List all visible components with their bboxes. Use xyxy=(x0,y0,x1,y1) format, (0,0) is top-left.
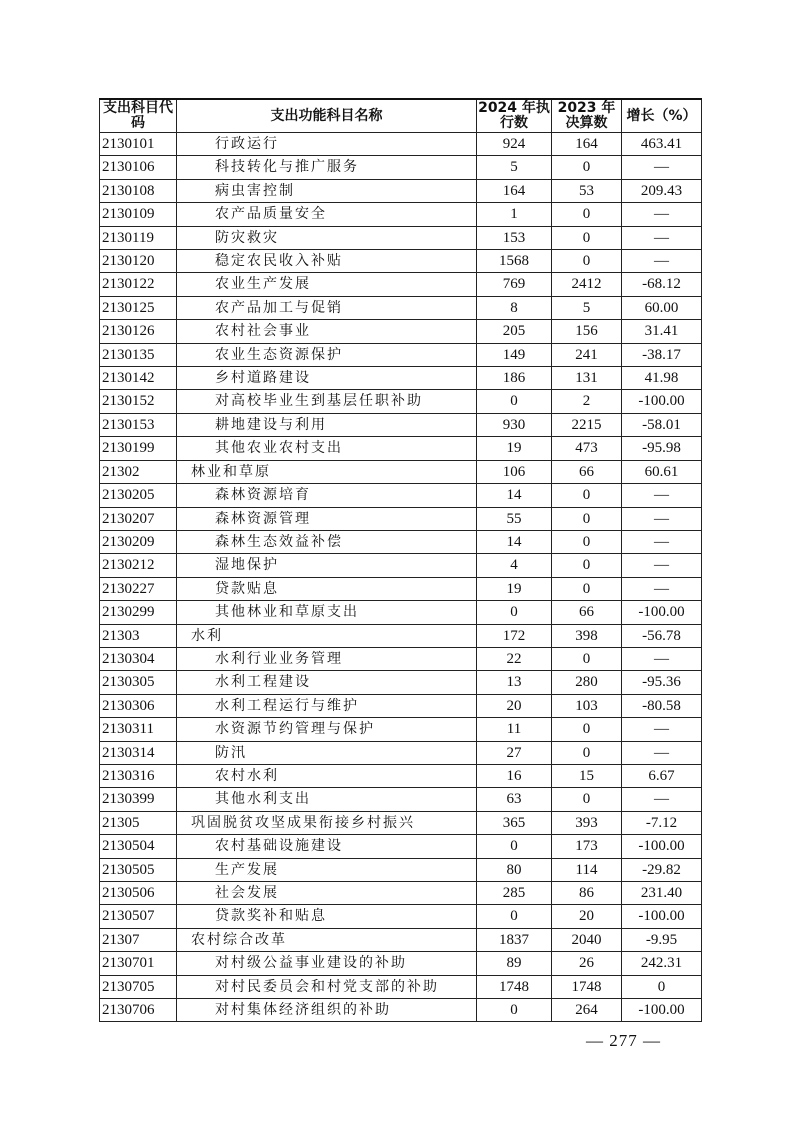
growth-cell: -38.17 xyxy=(622,343,702,366)
table-row xyxy=(100,296,702,319)
table-row xyxy=(100,343,702,366)
growth-cell: — xyxy=(622,718,702,741)
name-cell: 森林资源管理 xyxy=(177,507,477,530)
code-cell: 2130316 xyxy=(100,764,177,787)
growth-cell: 242.31 xyxy=(622,952,702,975)
value-2024-cell: 186 xyxy=(477,367,552,390)
name-cell: 农村社会事业 xyxy=(177,320,477,343)
value-2024-cell: 153 xyxy=(477,226,552,249)
value-2023-cell: 0 xyxy=(552,718,622,741)
growth-cell: -56.78 xyxy=(622,624,702,647)
name-cell: 森林资源培育 xyxy=(177,484,477,507)
name-cell: 水利行业业务管理 xyxy=(177,647,477,670)
growth-cell: — xyxy=(622,577,702,600)
code-cell: 2130205 xyxy=(100,484,177,507)
table-row xyxy=(100,530,702,553)
table-row xyxy=(100,601,702,624)
name-cell: 病虫害控制 xyxy=(177,179,477,202)
code-cell: 2130305 xyxy=(100,671,177,694)
value-2024-cell: 19 xyxy=(477,577,552,600)
code-cell: 2130142 xyxy=(100,367,177,390)
value-2023-cell: 2040 xyxy=(552,928,622,951)
name-cell: 对村级公益事业建设的补助 xyxy=(177,952,477,975)
code-cell: 2130706 xyxy=(100,999,177,1022)
growth-cell: -80.58 xyxy=(622,694,702,717)
code-cell: 2130506 xyxy=(100,882,177,905)
value-2023-cell: 103 xyxy=(552,694,622,717)
value-2024-cell: 924 xyxy=(477,133,552,156)
name-cell: 巩固脱贫攻坚成果衔接乡村振兴 xyxy=(177,811,477,834)
value-2024-cell: 930 xyxy=(477,413,552,436)
value-2024-cell: 769 xyxy=(477,273,552,296)
code-cell: 2130399 xyxy=(100,788,177,811)
growth-cell: — xyxy=(622,226,702,249)
name-cell: 水利工程运行与维护 xyxy=(177,694,477,717)
growth-cell: 0 xyxy=(622,975,702,998)
name-cell: 乡村道路建设 xyxy=(177,367,477,390)
growth-cell: -100.00 xyxy=(622,835,702,858)
table-row xyxy=(100,694,702,717)
code-cell: 2130135 xyxy=(100,343,177,366)
growth-cell: — xyxy=(622,250,702,273)
value-2023-cell: 66 xyxy=(552,460,622,483)
table-row xyxy=(100,484,702,507)
value-2024-cell: 8 xyxy=(477,296,552,319)
code-cell: 21307 xyxy=(100,928,177,951)
table-row xyxy=(100,975,702,998)
table-row xyxy=(100,882,702,905)
table-row xyxy=(100,647,702,670)
growth-cell: — xyxy=(622,741,702,764)
value-2023-cell: 0 xyxy=(552,647,622,670)
value-2023-cell: 0 xyxy=(552,250,622,273)
table-row xyxy=(100,179,702,202)
table-row xyxy=(100,367,702,390)
value-2024-cell: 63 xyxy=(477,788,552,811)
name-cell: 贷款奖补和贴息 xyxy=(177,905,477,928)
code-cell: 2130108 xyxy=(100,179,177,202)
name-cell: 贷款贴息 xyxy=(177,577,477,600)
table-row xyxy=(100,928,702,951)
table-row xyxy=(100,554,702,577)
code-cell: 2130109 xyxy=(100,203,177,226)
table-row xyxy=(100,764,702,787)
value-2024-cell: 22 xyxy=(477,647,552,670)
growth-cell: 463.41 xyxy=(622,133,702,156)
value-2024-cell: 106 xyxy=(477,460,552,483)
code-cell: 2130504 xyxy=(100,835,177,858)
growth-cell: -7.12 xyxy=(622,811,702,834)
value-2023-cell: 0 xyxy=(552,484,622,507)
value-2023-cell: 1748 xyxy=(552,975,622,998)
code-cell: 2130125 xyxy=(100,296,177,319)
value-2023-cell: 473 xyxy=(552,437,622,460)
value-2024-cell: 1837 xyxy=(477,928,552,951)
value-2024-cell: 164 xyxy=(477,179,552,202)
value-2023-cell: 164 xyxy=(552,133,622,156)
name-cell: 湿地保护 xyxy=(177,554,477,577)
value-2024-cell: 1568 xyxy=(477,250,552,273)
value-2024-cell: 5 xyxy=(477,156,552,179)
code-cell: 2130106 xyxy=(100,156,177,179)
name-cell: 农业生态资源保护 xyxy=(177,343,477,366)
value-2023-cell: 0 xyxy=(552,788,622,811)
value-2023-cell: 2 xyxy=(552,390,622,413)
value-2024-cell: 1748 xyxy=(477,975,552,998)
value-2024-cell: 365 xyxy=(477,811,552,834)
name-cell: 防汛 xyxy=(177,741,477,764)
value-2023-cell: 393 xyxy=(552,811,622,834)
table-header xyxy=(100,99,702,133)
value-2023-cell: 173 xyxy=(552,835,622,858)
table-row xyxy=(100,671,702,694)
value-2024-cell: 19 xyxy=(477,437,552,460)
growth-cell: -100.00 xyxy=(622,999,702,1022)
code-cell: 2130119 xyxy=(100,226,177,249)
value-2024-cell: 172 xyxy=(477,624,552,647)
name-cell: 生产发展 xyxy=(177,858,477,881)
value-2024-cell: 1 xyxy=(477,203,552,226)
value-2023-cell: 398 xyxy=(552,624,622,647)
header-row xyxy=(100,99,702,133)
value-2024-cell: 0 xyxy=(477,390,552,413)
value-2024-cell: 89 xyxy=(477,952,552,975)
growth-cell: 60.61 xyxy=(622,460,702,483)
growth-cell: -29.82 xyxy=(622,858,702,881)
value-2024-cell: 0 xyxy=(477,999,552,1022)
code-cell: 21305 xyxy=(100,811,177,834)
table-row xyxy=(100,390,702,413)
name-cell: 农村基础设施建设 xyxy=(177,835,477,858)
growth-cell: — xyxy=(622,484,702,507)
table-row xyxy=(100,507,702,530)
value-2023-cell: 0 xyxy=(552,203,622,226)
name-cell: 其他农业农村支出 xyxy=(177,437,477,460)
code-cell: 2130199 xyxy=(100,437,177,460)
value-2024-cell: 80 xyxy=(477,858,552,881)
growth-cell: -58.01 xyxy=(622,413,702,436)
name-cell: 对高校毕业生到基层任职补助 xyxy=(177,390,477,413)
value-2024-cell: 27 xyxy=(477,741,552,764)
growth-cell: 31.41 xyxy=(622,320,702,343)
table-row xyxy=(100,577,702,600)
name-cell: 其他林业和草原支出 xyxy=(177,601,477,624)
growth-cell: -100.00 xyxy=(622,905,702,928)
name-cell: 水利工程建设 xyxy=(177,671,477,694)
value-2024-cell: 55 xyxy=(477,507,552,530)
value-2024-cell: 0 xyxy=(477,601,552,624)
growth-cell: — xyxy=(622,788,702,811)
growth-cell: -100.00 xyxy=(622,390,702,413)
value-2023-cell: 0 xyxy=(552,554,622,577)
value-2023-cell: 0 xyxy=(552,226,622,249)
value-2023-cell: 241 xyxy=(552,343,622,366)
name-cell: 社会发展 xyxy=(177,882,477,905)
value-2024-cell: 205 xyxy=(477,320,552,343)
growth-cell: 6.67 xyxy=(622,764,702,787)
table-row xyxy=(100,741,702,764)
expenditure-table xyxy=(99,98,702,1022)
code-cell: 2130311 xyxy=(100,718,177,741)
code-cell: 2130122 xyxy=(100,273,177,296)
value-2024-cell: 13 xyxy=(477,671,552,694)
code-cell: 2130507 xyxy=(100,905,177,928)
code-cell: 2130227 xyxy=(100,577,177,600)
table-row xyxy=(100,203,702,226)
code-cell: 2130153 xyxy=(100,413,177,436)
name-cell: 科技转化与推广服务 xyxy=(177,156,477,179)
code-cell: 2130120 xyxy=(100,250,177,273)
page-number: — 277 — xyxy=(586,1031,661,1050)
table-row xyxy=(100,250,702,273)
code-cell: 2130505 xyxy=(100,858,177,881)
value-2024-cell: 4 xyxy=(477,554,552,577)
growth-cell: — xyxy=(622,203,702,226)
name-cell: 其他水利支出 xyxy=(177,788,477,811)
header-growth: 增长（%） xyxy=(622,99,702,133)
table-row xyxy=(100,226,702,249)
code-cell: 2130152 xyxy=(100,390,177,413)
table-row xyxy=(100,437,702,460)
value-2024-cell: 149 xyxy=(477,343,552,366)
name-cell: 林业和草原 xyxy=(177,460,477,483)
code-cell: 2130314 xyxy=(100,741,177,764)
header-2024: 2024 年执行数 xyxy=(478,100,550,131)
value-2023-cell: 2412 xyxy=(552,273,622,296)
table-row xyxy=(100,413,702,436)
value-2024-cell: 0 xyxy=(477,835,552,858)
value-2023-cell: 114 xyxy=(552,858,622,881)
value-2023-cell: 0 xyxy=(552,156,622,179)
value-2023-cell: 2215 xyxy=(552,413,622,436)
code-cell: 2130207 xyxy=(100,507,177,530)
name-cell: 农村综合改革 xyxy=(177,928,477,951)
name-cell: 对村集体经济组织的补助 xyxy=(177,999,477,1022)
value-2023-cell: 264 xyxy=(552,999,622,1022)
value-2023-cell: 5 xyxy=(552,296,622,319)
growth-cell: -9.95 xyxy=(622,928,702,951)
table-body xyxy=(100,133,702,1022)
growth-cell: — xyxy=(622,530,702,553)
name-cell: 对村民委员会和村党支部的补助 xyxy=(177,975,477,998)
name-cell: 农业生产发展 xyxy=(177,273,477,296)
table-row xyxy=(100,320,702,343)
table-row xyxy=(100,273,702,296)
growth-cell: 231.40 xyxy=(622,882,702,905)
growth-cell: -95.36 xyxy=(622,671,702,694)
code-cell: 2130701 xyxy=(100,952,177,975)
code-cell: 2130304 xyxy=(100,647,177,670)
header-code: 支出科目代码 xyxy=(100,99,177,133)
value-2023-cell: 15 xyxy=(552,764,622,787)
value-2024-cell: 14 xyxy=(477,484,552,507)
growth-cell: 209.43 xyxy=(622,179,702,202)
code-cell: 2130299 xyxy=(100,601,177,624)
value-2024-cell: 0 xyxy=(477,905,552,928)
header-2023: 2023 年决算数 xyxy=(552,99,622,133)
code-cell: 2130126 xyxy=(100,320,177,343)
table-row xyxy=(100,460,702,483)
growth-cell: — xyxy=(622,647,702,670)
growth-cell: — xyxy=(622,507,702,530)
name-cell: 水利 xyxy=(177,624,477,647)
table-row xyxy=(100,905,702,928)
growth-cell: — xyxy=(622,554,702,577)
value-2023-cell: 131 xyxy=(552,367,622,390)
value-2023-cell: 0 xyxy=(552,741,622,764)
table-row xyxy=(100,718,702,741)
value-2023-cell: 86 xyxy=(552,882,622,905)
table-row xyxy=(100,835,702,858)
name-cell: 森林生态效益补偿 xyxy=(177,530,477,553)
value-2024-cell: 285 xyxy=(477,882,552,905)
code-cell: 2130209 xyxy=(100,530,177,553)
table-row xyxy=(100,858,702,881)
code-cell: 21302 xyxy=(100,460,177,483)
value-2023-cell: 26 xyxy=(552,952,622,975)
expenditure-table-container xyxy=(99,98,701,1022)
value-2023-cell: 0 xyxy=(552,577,622,600)
value-2023-cell: 156 xyxy=(552,320,622,343)
name-cell: 农产品质量安全 xyxy=(177,203,477,226)
table-row xyxy=(100,133,702,156)
value-2023-cell: 53 xyxy=(552,179,622,202)
table-row xyxy=(100,624,702,647)
name-cell: 稳定农民收入补贴 xyxy=(177,250,477,273)
header-name: 支出功能科目名称 xyxy=(177,99,477,133)
table-row xyxy=(100,156,702,179)
code-cell: 2130212 xyxy=(100,554,177,577)
growth-cell: 41.98 xyxy=(622,367,702,390)
name-cell: 农产品加工与促销 xyxy=(177,296,477,319)
value-2023-cell: 66 xyxy=(552,601,622,624)
name-cell: 防灾救灾 xyxy=(177,226,477,249)
value-2024-cell: 20 xyxy=(477,694,552,717)
value-2024-cell: 16 xyxy=(477,764,552,787)
code-cell: 2130705 xyxy=(100,975,177,998)
name-cell: 行政运行 xyxy=(177,133,477,156)
value-2023-cell: 280 xyxy=(552,671,622,694)
growth-cell: — xyxy=(622,156,702,179)
growth-cell: -100.00 xyxy=(622,601,702,624)
table-row xyxy=(100,952,702,975)
value-2023-cell: 0 xyxy=(552,530,622,553)
name-cell: 水资源节约管理与保护 xyxy=(177,718,477,741)
code-cell: 21303 xyxy=(100,624,177,647)
table-row xyxy=(100,999,702,1022)
growth-cell: -95.98 xyxy=(622,437,702,460)
code-cell: 2130306 xyxy=(100,694,177,717)
table-row xyxy=(100,788,702,811)
code-cell: 2130101 xyxy=(100,133,177,156)
value-2023-cell: 20 xyxy=(552,905,622,928)
name-cell: 农村水利 xyxy=(177,764,477,787)
value-2023-cell: 0 xyxy=(552,507,622,530)
value-2024-cell: 14 xyxy=(477,530,552,553)
growth-cell: -68.12 xyxy=(622,273,702,296)
value-2024-cell: 11 xyxy=(477,718,552,741)
table-row xyxy=(100,811,702,834)
name-cell: 耕地建设与利用 xyxy=(177,413,477,436)
growth-cell: 60.00 xyxy=(622,296,702,319)
